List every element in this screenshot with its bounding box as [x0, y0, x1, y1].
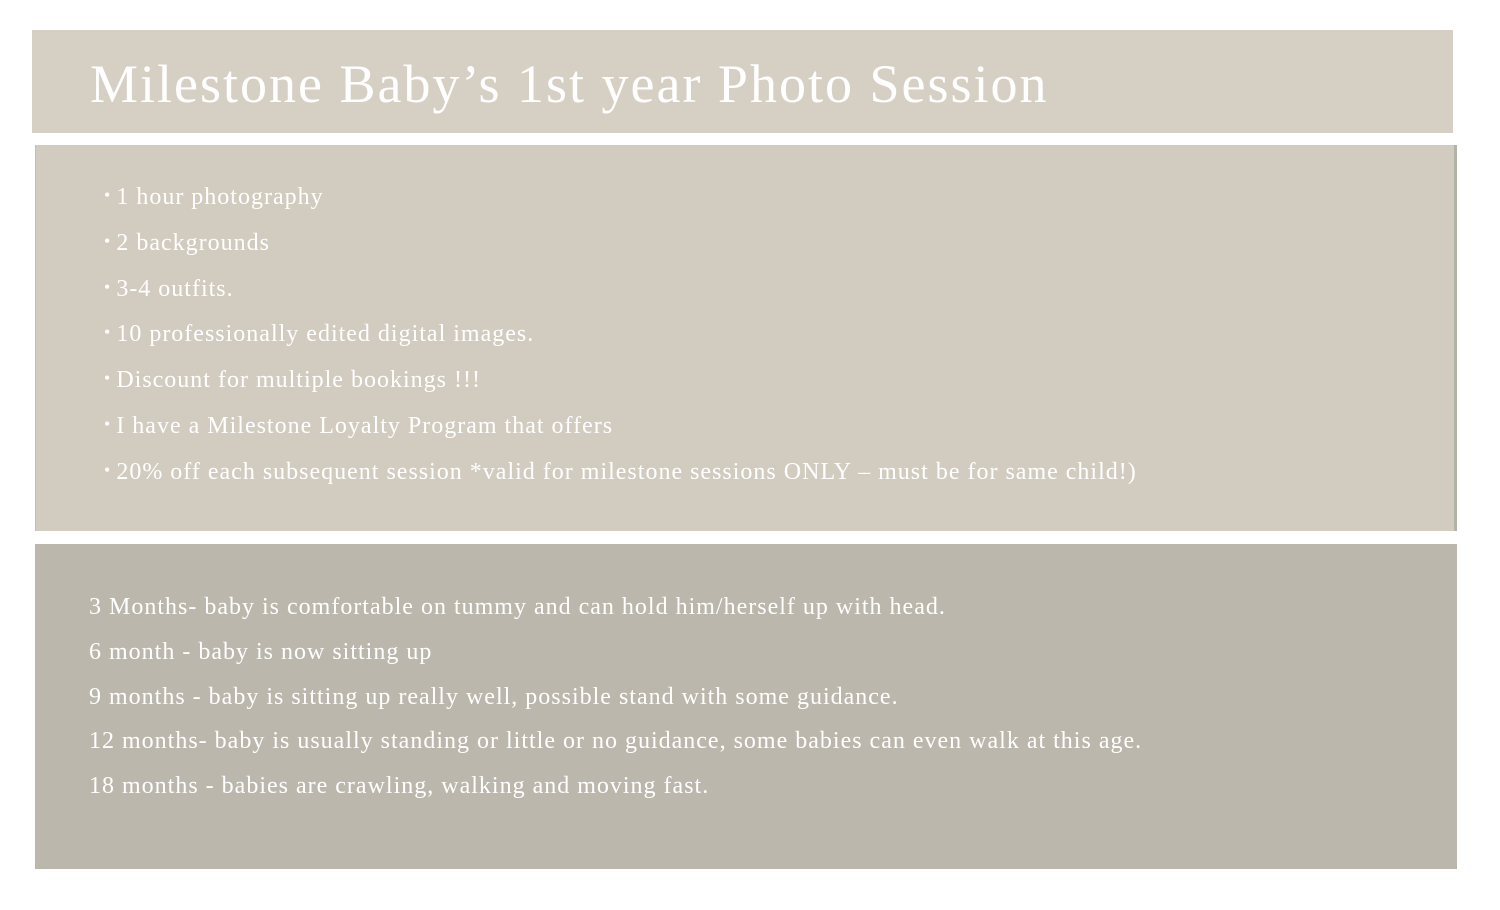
- feature-item-text: Discount for multiple bookings !!!: [116, 367, 481, 394]
- feature-item: [104, 221, 1137, 267]
- package-features-panel: [35, 145, 1457, 531]
- milestone-item: 18 months - babies are crawling, walking and moving fast.: [89, 773, 710, 800]
- feature-item: [104, 450, 1137, 496]
- bullet-icon: •: [104, 413, 112, 434]
- feature-item: [104, 312, 1137, 358]
- bullet-icon: •: [104, 230, 112, 251]
- package-features-list: [104, 175, 1137, 496]
- feature-item-text: 2 backgrounds: [116, 229, 270, 256]
- bullet-icon: •: [104, 322, 112, 343]
- milestone-item: 9 months - baby is sitting up really well, possible stand with some guidance.: [89, 683, 899, 710]
- feature-item: [104, 267, 1137, 313]
- milestones-list: [89, 585, 1142, 809]
- feature-item-text: I have a Milestone Loyalty Program that offers: [116, 412, 614, 439]
- milestone-item: 6 month - baby is now sitting up: [89, 638, 433, 665]
- feature-item-text: 1 hour photography: [116, 184, 324, 210]
- feature-item: [104, 175, 1137, 221]
- feature-item: [104, 358, 1137, 404]
- title-banner: [32, 30, 1453, 133]
- bullet-icon: •: [104, 459, 112, 480]
- milestone-item: 12 months- baby is usually standing or little or no guidance, some babies can even walk at this age.: [89, 728, 1143, 755]
- feature-item-text: 20% off each subsequent session *valid for milestone sessions ONLY – must be for same child!): [116, 458, 1137, 485]
- milestones-panel: [35, 544, 1457, 869]
- feature-item: [104, 404, 1137, 450]
- bullet-icon: •: [104, 368, 112, 389]
- milestone-item: 3 Months- baby is comfortable on tummy and can hold him/herself up with head.: [89, 594, 946, 620]
- page-title: Milestone Baby’s 1st year Photo Session: [90, 54, 1049, 114]
- bullet-icon: •: [104, 276, 112, 297]
- feature-item-text: 10 professionally edited digital images.: [116, 321, 535, 348]
- bullet-icon: •: [104, 185, 112, 205]
- feature-item-text: 3-4 outfits.: [116, 275, 234, 302]
